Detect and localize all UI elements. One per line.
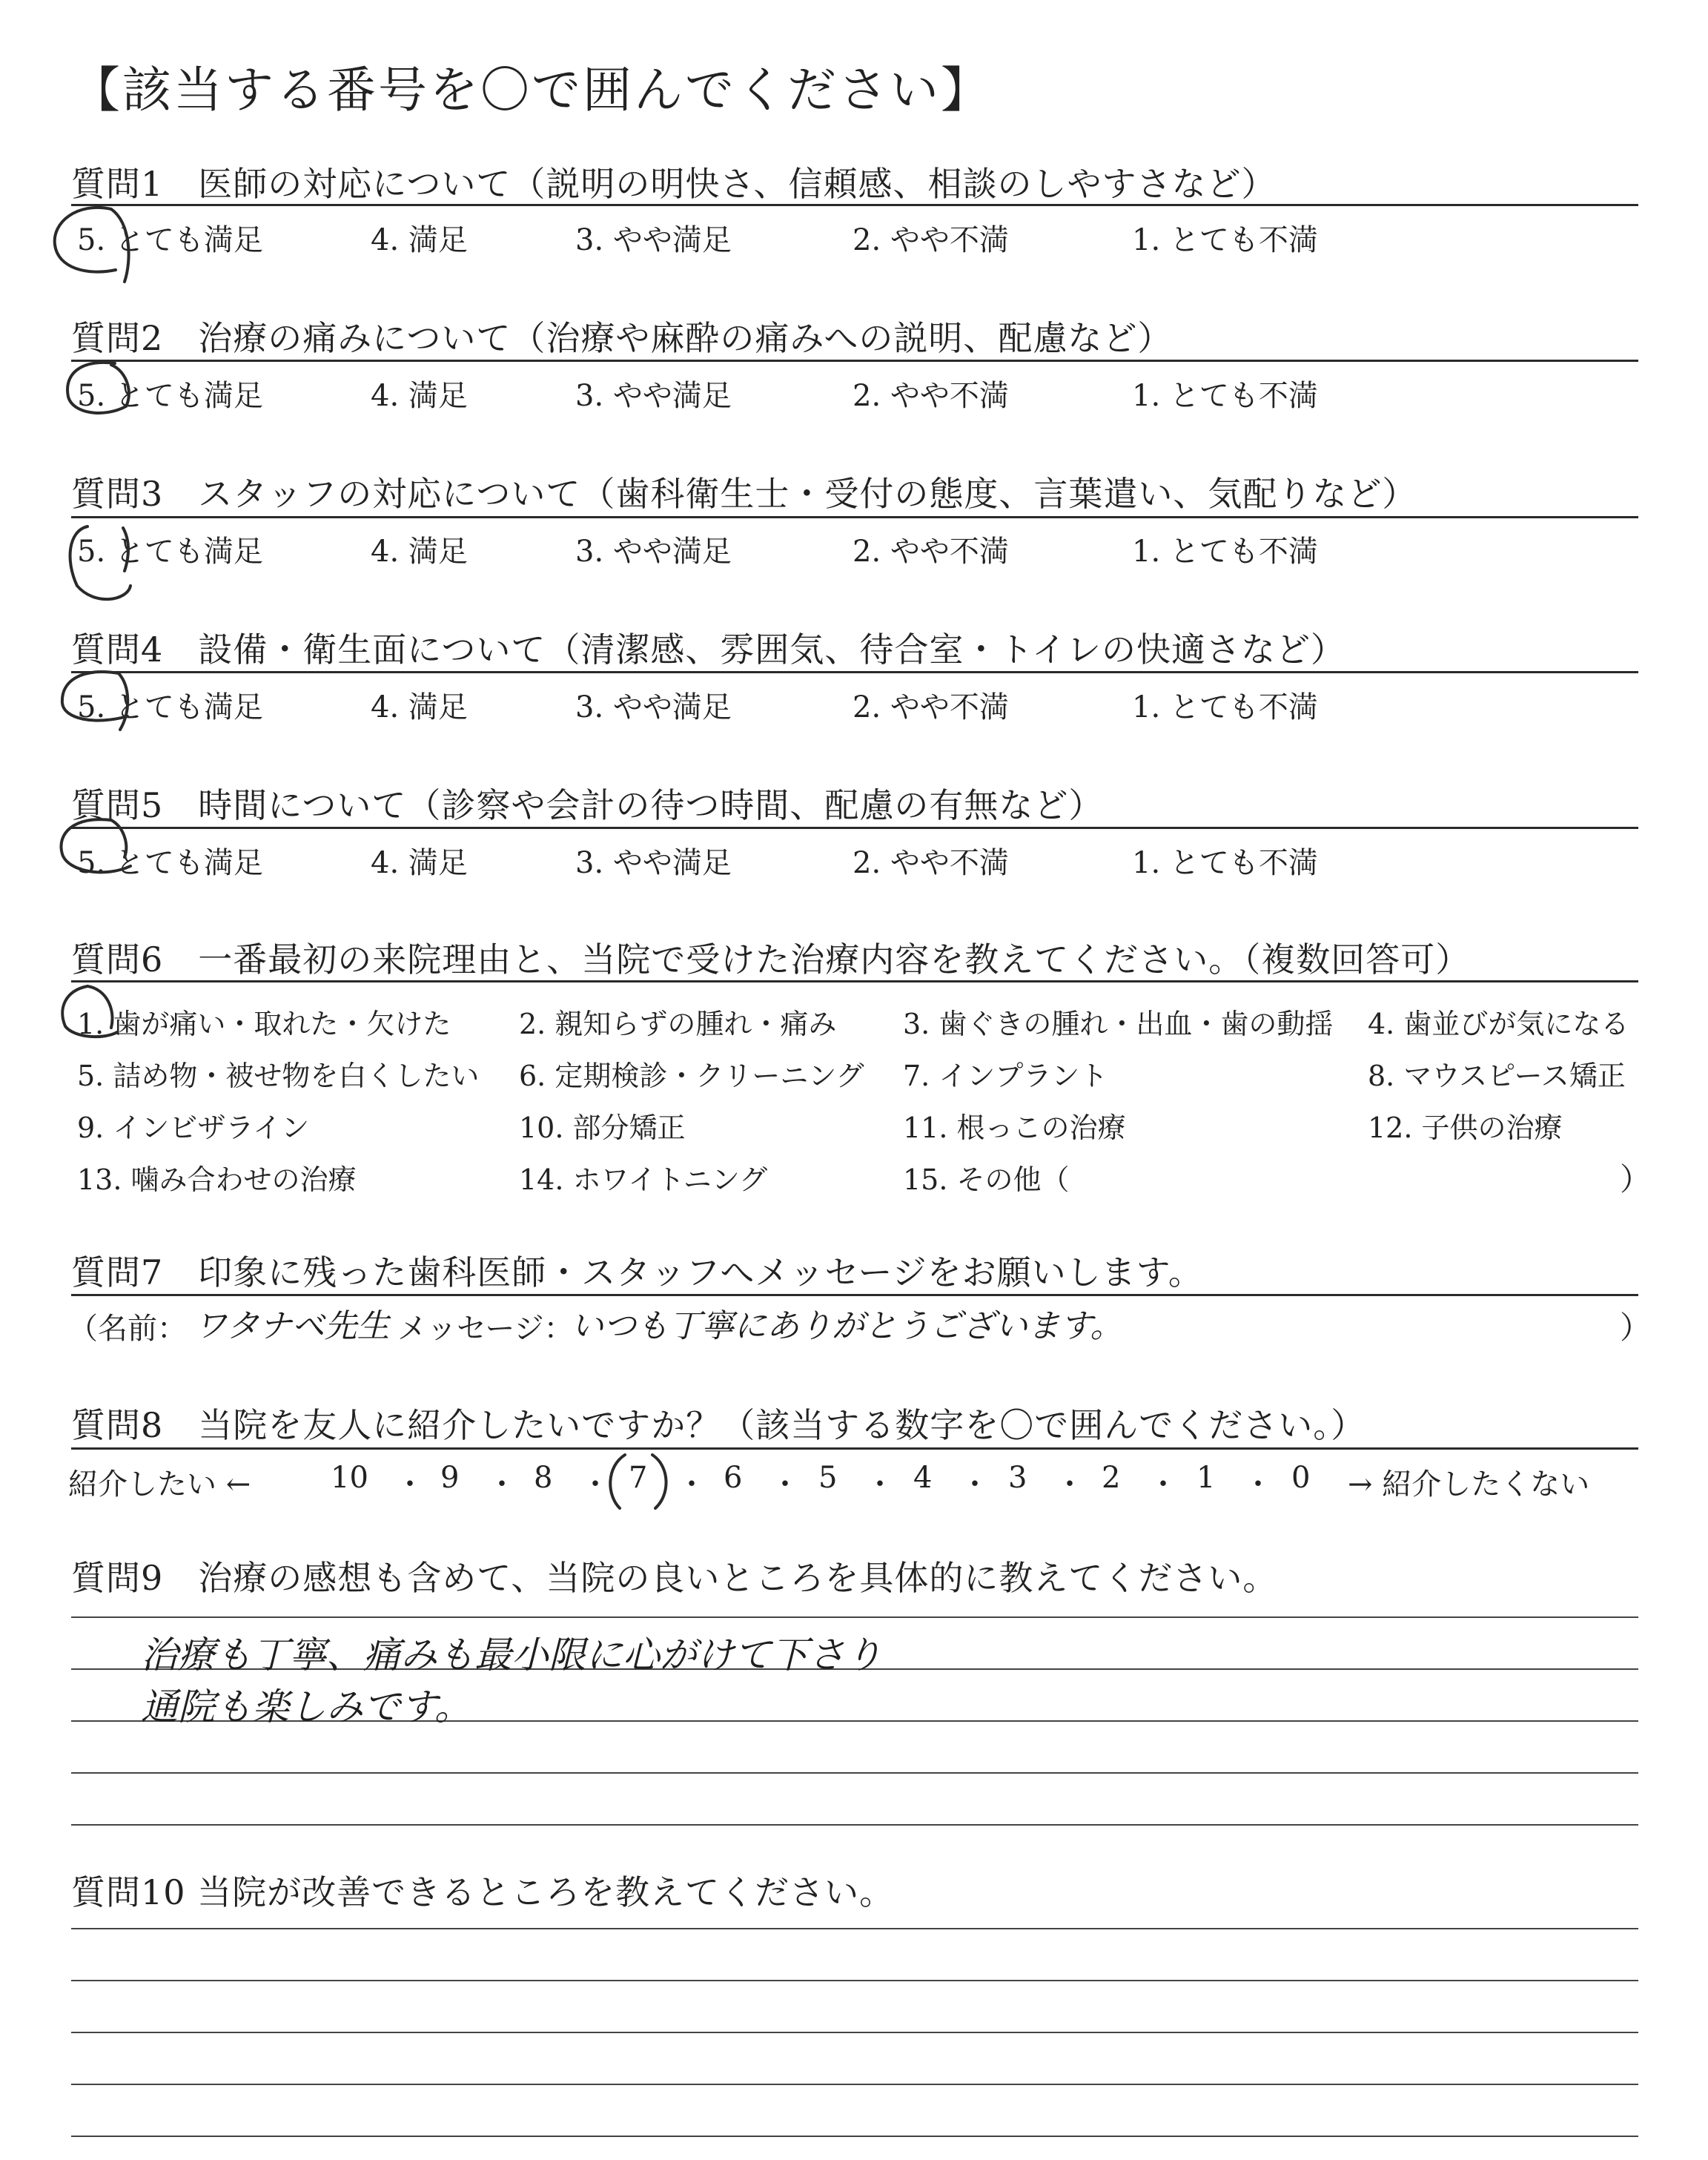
q8-sep: ・ [960,1467,990,1502]
q1-option-1[interactable]: 1. とても不満 [1132,223,1318,257]
q7-name-handwritten[interactable]: ワタナベ先生 [194,1307,390,1345]
question-3-rule [71,516,1638,518]
q5-option-5[interactable]: 5. とても満足 [77,846,263,880]
q8-sep: ・ [770,1467,800,1502]
q8-scale-0[interactable]: 0 [1291,1461,1311,1495]
question-6-rule [71,980,1638,982]
q8-sep: ・ [865,1467,895,1502]
q10-line-4 [71,2084,1638,2085]
q6-option-15[interactable]: 15. その他（ [903,1163,1070,1196]
q3-option-4[interactable]: 4. 満足 [371,535,468,569]
question-1-title: 質問1 医師の対応について（説明の明快さ、信頼感、相談のしやすさなど） [71,164,1277,204]
question-5-title: 質問5 時間について（診察や会計の待つ時間、配慮の有無など） [71,785,1104,825]
q6-option-2[interactable]: 2. 親知らずの腫れ・痛み [519,1008,837,1040]
question-2-title: 質問2 治療の痛みについて（治療や麻酔の痛みへの説明、配慮など） [71,318,1173,358]
question-5-rule [71,827,1638,829]
q2-option-1[interactable]: 1. とても不満 [1132,379,1318,413]
q8-scale-7[interactable]: 7 [629,1461,648,1495]
question-4-rule [71,671,1638,673]
q8-left-label: 紹介したい ← [68,1467,251,1502]
q8-sep: ・ [1148,1467,1178,1502]
question-1-rule [71,204,1638,206]
q8-scale-4[interactable]: 4 [913,1461,933,1495]
q9-line-4 [71,1772,1638,1774]
question-7-title: 質問7 印象に残った歯科医師・スタッフへメッセージをお願いします。 [71,1252,1203,1292]
q1-option-2[interactable]: 2. やや不満 [853,223,1009,257]
q6-option-3[interactable]: 3. 歯ぐきの腫れ・出血・歯の動揺 [903,1008,1334,1040]
q6-option-13[interactable]: 13. 噛み合わせの治療 [77,1163,357,1196]
q8-sep: ・ [677,1467,706,1502]
q7-close-paren: ） [1620,1309,1652,1346]
q4-option-2[interactable]: 2. やや不満 [853,690,1009,724]
q6-option-6[interactable]: 6. 定期検診・クリーニング [519,1060,864,1092]
q4-option-4[interactable]: 4. 満足 [371,690,468,724]
q1-option-5[interactable]: 5. とても満足 [77,223,263,257]
q6-option-12[interactable]: 12. 子供の治療 [1368,1112,1563,1144]
q6-option-8[interactable]: 8. マウスピース矯正 [1368,1060,1626,1092]
q9-line-1 [71,1616,1638,1618]
q10-line-5 [71,2136,1638,2137]
q7-message-handwritten[interactable]: いつも丁寧にありがとうございます。 [571,1307,1123,1345]
q5-option-4[interactable]: 4. 満足 [371,846,468,880]
q3-option-5[interactable]: 5. とても満足 [77,535,263,569]
q5-option-2[interactable]: 2. やや不満 [853,846,1009,880]
q8-sep: ・ [580,1467,610,1502]
q9-answer-line-1[interactable]: 治療も丁寧、痛みも最小限に心がけて下さり [141,1634,882,1677]
q6-option-9[interactable]: 9. インビザライン [77,1112,310,1144]
q8-scale-10[interactable]: 10 [331,1461,368,1495]
q4-option-1[interactable]: 1. とても不満 [1132,690,1318,724]
q3-option-2[interactable]: 2. やや不満 [853,535,1009,569]
question-10-title: 質問10 当院が改善できるところを教えてください。 [71,1872,895,1912]
q2-option-2[interactable]: 2. やや不満 [853,379,1009,413]
q8-sep: ・ [1243,1467,1273,1502]
q8-scale-6[interactable]: 6 [724,1461,743,1495]
q8-sep: ・ [395,1467,425,1502]
q9-line-5 [71,1824,1638,1826]
question-4-title: 質問4 設備・衛生面について（清潔感、雰囲気、待合室・トイレの快適さなど） [71,630,1346,670]
q2-option-5[interactable]: 5. とても満足 [77,379,263,413]
q3-option-3[interactable]: 3. やや満足 [575,535,732,569]
question-9-title: 質問9 治療の感想も含めて、当院の良いところを具体的に教えてください。 [71,1558,1278,1598]
q8-sep: ・ [1055,1467,1085,1502]
q4-option-3[interactable]: 3. やや満足 [575,690,732,724]
q1-option-3[interactable]: 3. やや満足 [575,223,732,257]
question-6-title: 質問6 一番最初の来院理由と、当院で受けた治療内容を教えてください。（複数回答可） [71,939,1471,980]
q8-scale-3[interactable]: 3 [1008,1461,1027,1495]
q6-option-14[interactable]: 14. ホワイトニング [519,1163,768,1196]
q6-option-10[interactable]: 10. 部分矯正 [519,1112,686,1144]
q6-option-5[interactable]: 5. 詰め物・被せ物を白くしたい [77,1060,480,1092]
q8-right-label: → 紹介したくない [1348,1467,1590,1502]
q5-option-3[interactable]: 3. やや満足 [575,846,732,880]
q6-option-1[interactable]: 1. 歯が痛い・取れた・欠けた [77,1008,451,1040]
question-7-rule [71,1294,1638,1296]
q6-option-7[interactable]: 7. インプラント [903,1060,1108,1092]
q6-other-close-paren: ） [1620,1161,1652,1198]
q10-line-2 [71,1980,1638,1981]
q7-message-label: メッセージ： [397,1312,574,1346]
q8-scale-9[interactable]: 9 [440,1461,460,1495]
q8-scale-5[interactable]: 5 [818,1461,838,1495]
q5-option-1[interactable]: 1. とても不満 [1132,846,1318,880]
question-8-title: 質問8 当院を友人に紹介したいですか？（該当する数字を〇で囲んでください。） [71,1405,1366,1445]
question-8-rule [71,1447,1638,1450]
q10-line-1 [71,1928,1638,1929]
q4-option-5[interactable]: 5. とても満足 [77,690,263,724]
q8-scale-8[interactable]: 8 [534,1461,553,1495]
q10-line-3 [71,2032,1638,2033]
form-header: 【該当する番号を〇で囲んでください】 [71,62,992,119]
question-2-rule [71,360,1638,362]
q8-sep: ・ [487,1467,517,1502]
q2-option-4[interactable]: 4. 満足 [371,379,468,413]
q3-option-1[interactable]: 1. とても不満 [1132,535,1318,569]
q2-option-3[interactable]: 3. やや満足 [575,379,732,413]
question-3-title: 質問3 スタッフの対応について（歯科衛生士・受付の態度、言葉遣い、気配りなど） [71,474,1417,514]
q1-option-4[interactable]: 4. 満足 [371,223,468,257]
q8-scale-1[interactable]: 1 [1196,1461,1216,1495]
q8-scale-2[interactable]: 2 [1102,1461,1121,1495]
q9-answer-line-2[interactable]: 通院も楽しみです。 [141,1685,471,1728]
q6-option-11[interactable]: 11. 根っこの治療 [903,1112,1126,1144]
q7-name-label: （名前： [68,1312,187,1346]
q6-option-4[interactable]: 4. 歯並びが気になる [1368,1008,1629,1040]
